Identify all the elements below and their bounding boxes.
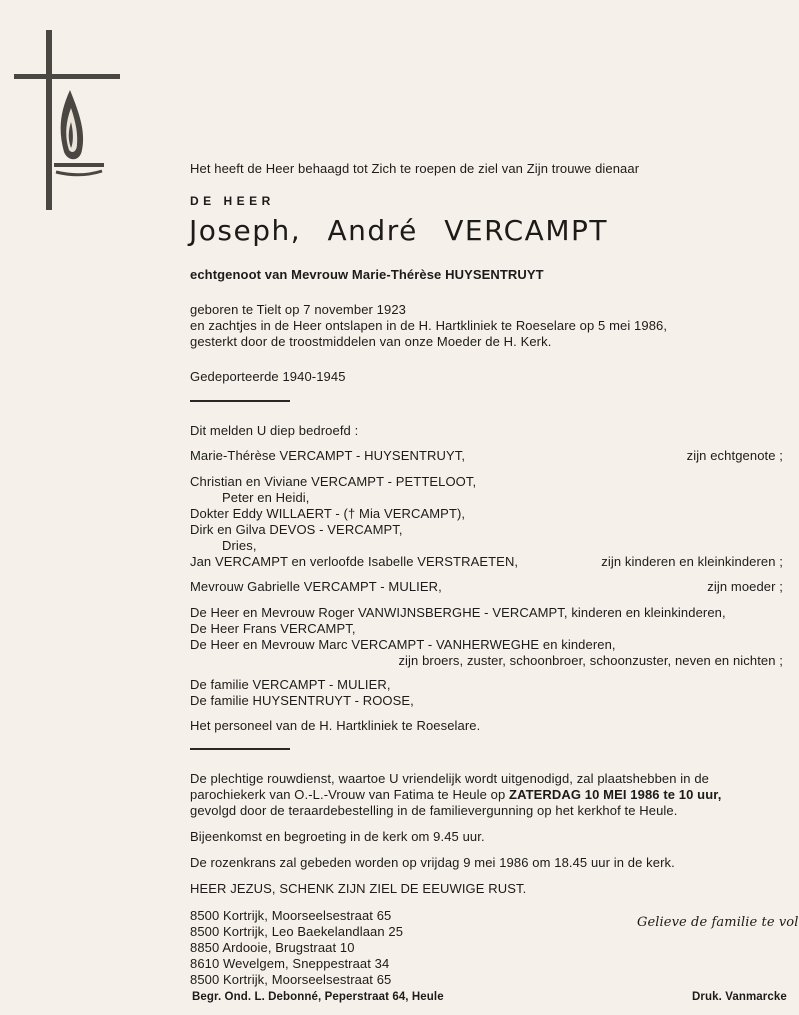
service-line: De plechtige rouwdienst, waartoe U vriendelijk wordt uitgenodigd, zal plaatshebben in de: [190, 771, 709, 786]
announce-line: Dit melden U diep bedroefd :: [190, 423, 359, 438]
staff-line: Het personeel van de H. Hartkliniek te Roeselare.: [190, 718, 481, 733]
service-line: gevolgd door de teraardebestelling in de familievergunning op het kerkhof te Heule.: [190, 803, 678, 818]
children-role: zijn kinderen en kleinkinderen ;: [601, 554, 783, 569]
rosary-line: De rozenkrans zal gebeden worden op vrijdag 9 mei 1986 om 18.45 uur in de kerk.: [190, 855, 675, 870]
intro-text: Het heeft de Heer behaagd tot Zich te roepen de ziel van Zijn trouwe dienaar: [190, 161, 640, 176]
birth-line: geboren te Tielt op 7 november 1923: [190, 302, 406, 317]
deported-line: Gedeporteerde 1940-1945: [190, 369, 346, 384]
family-line: De familie VERCAMPT - MULIER,: [190, 677, 391, 692]
sibling-line: De Heer en Mevrouw Roger VANWIJNSBERGHE - VERCAMPT, kinderen en kleinkinderen,: [190, 605, 726, 620]
mother-role: zijn moeder ;: [707, 579, 783, 594]
death-line: en zachtjes in de Heer ontslapen in de H. Hartkliniek te Roeselare op 5 mei 1986,: [190, 318, 668, 333]
address-line: 8500 Kortrijk, Moorseelsestraat 65: [190, 972, 392, 987]
child-line: Jan VERCAMPT en verloofde Isabelle VERSTRAETEN,: [190, 554, 519, 569]
title-prefix: DE HEER: [190, 194, 275, 208]
child-line: Dokter Eddy WILLAERT - († Mia VERCAMPT),: [190, 506, 466, 521]
mother-name: Mevrouw Gabrielle VERCAMPT - MULIER,: [190, 579, 442, 594]
child-line: Dirk en Gilva DEVOS - VERCAMPT,: [190, 522, 403, 537]
siblings-role: zijn broers, zuster, schoonbroer, schoonzuster, neven en nichten ;: [398, 653, 783, 668]
grandchild-line: Dries,: [222, 538, 257, 553]
service-line: [190, 787, 721, 803]
visit-note: Gelieve de familie te vol: [637, 915, 799, 930]
sibling-line: De Heer Frans VERCAMPT,: [190, 621, 356, 636]
prayer-line: HEER JEZUS, SCHENK ZIJN ZIEL DE EEUWIGE RUST.: [190, 881, 527, 896]
sacrament-line: gesterkt door de troostmiddelen van onze Moeder de H. Kerk.: [190, 334, 552, 349]
wife-role: zijn echtgenote ;: [686, 448, 783, 463]
grandchild-line: Peter en Heidi,: [222, 490, 310, 505]
divider: [190, 748, 290, 750]
spouse-line: echtgenoot van Mevrouw Marie-Thérèse HUYSENTRUYT: [190, 267, 544, 282]
printer-line: Druk. Vanmarcke: [692, 991, 787, 1003]
undertaker-line: Begr. Ond. L. Debonné, Peperstraat 64, Heule: [192, 991, 444, 1003]
service-date: ZATERDAG 10 MEI 1986 te 10 uur,: [509, 787, 722, 802]
family-line: De familie HUYSENTRUYT - ROOSE,: [190, 693, 414, 708]
gathering-line: Bijeenkomst en begroeting in de kerk om 9.45 uur.: [190, 829, 485, 844]
deceased-name: Joseph, André VERCAMPT: [189, 214, 608, 247]
divider: [190, 400, 290, 402]
address-line: 8500 Kortrijk, Moorseelsestraat 65: [190, 908, 392, 923]
child-line: Christian en Viviane VERCAMPT - PETTELOOT,: [190, 474, 477, 489]
wife-name: Marie-Thérèse VERCAMPT - HUYSENTRUYT,: [190, 448, 466, 463]
sibling-line: De Heer en Mevrouw Marc VERCAMPT - VANHERWEGHE en kinderen,: [190, 637, 616, 652]
address-line: 8850 Ardooie, Brugstraat 10: [190, 940, 355, 955]
address-line: 8610 Wevelgem, Sneppestraat 34: [190, 956, 390, 971]
cross-flame-icon: [14, 30, 124, 212]
address-line: 8500 Kortrijk, Leo Baekelandlaan 25: [190, 924, 404, 939]
service-church: parochiekerk van O.-L.-Vrouw van Fatima te Heule op: [190, 787, 510, 802]
